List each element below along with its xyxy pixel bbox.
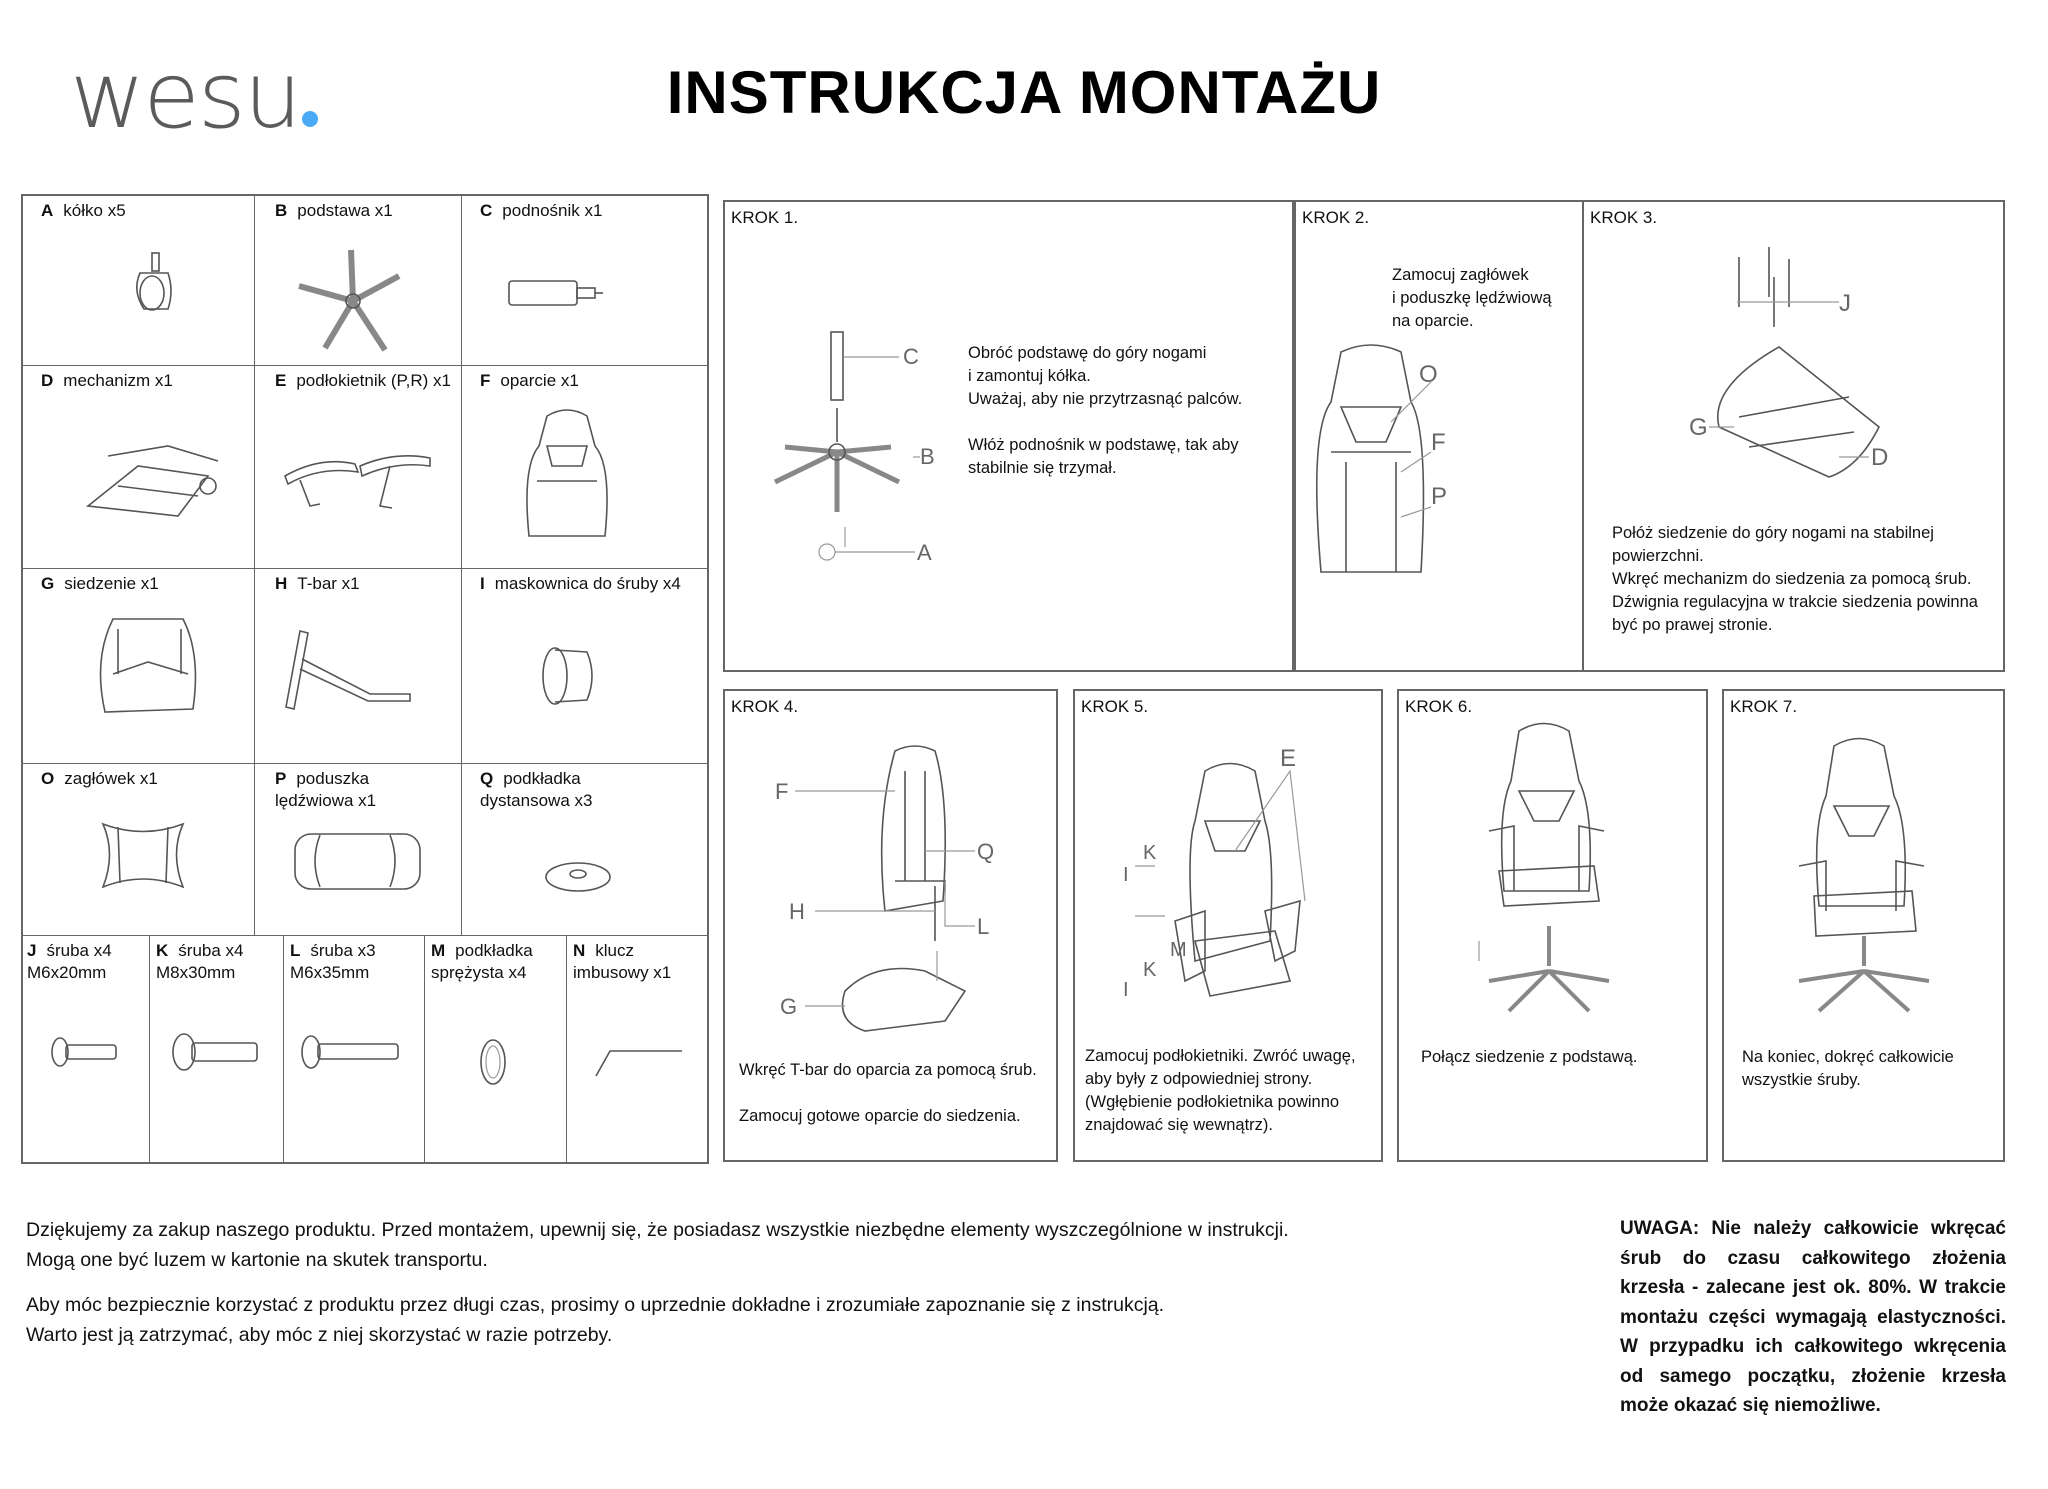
screw-icon — [48, 1036, 128, 1076]
step-title: KROK 6. — [1405, 697, 1473, 716]
callout-l: L — [977, 914, 990, 939]
part-letter: H — [275, 574, 288, 593]
part-cell-f — [462, 366, 709, 569]
step-6-chair-base-illustration — [1449, 721, 1669, 1041]
part-letter: M — [431, 941, 446, 960]
callout-b: B — [920, 444, 935, 469]
part-name: klucz imbusowy x1 — [573, 941, 672, 982]
step-title: KROK 2. — [1302, 208, 1370, 227]
part-letter: C — [480, 201, 493, 220]
part-letter: O — [41, 769, 55, 788]
step-title: KROK 7. — [1730, 697, 1798, 716]
part-name: maskownica do śruby x4 — [494, 574, 681, 593]
callout-c: C — [903, 344, 919, 369]
callout-m: M — [1170, 939, 1187, 961]
part-cell-m — [425, 936, 567, 1164]
part-letter: J — [27, 941, 37, 960]
part-name: mechanizm x1 — [63, 371, 173, 390]
part-cell-i — [462, 569, 709, 764]
callout-k-lower: K — [1143, 959, 1157, 981]
parts-table — [21, 194, 709, 1164]
caster-wheel-icon — [128, 251, 188, 321]
part-name: śruba x4 M6x20mm — [27, 941, 112, 982]
part-name: podstawa x1 — [297, 201, 393, 220]
callout-p: P — [1431, 483, 1448, 510]
lumbar-pillow-icon — [290, 829, 430, 899]
part-name: siedzenie x1 — [64, 574, 159, 593]
step-1-panel — [723, 200, 1294, 672]
part-name: śruba x3 M6x35mm — [290, 941, 376, 982]
part-letter: P — [275, 769, 287, 788]
step-title: KROK 5. — [1081, 697, 1149, 716]
brand-name: wesu — [70, 42, 301, 149]
step-text: Zamocuj zagłówek i poduszkę lędźwiową na oparcie. — [1392, 266, 1552, 330]
step-6-panel — [1397, 689, 1708, 1162]
callout-o: O — [1419, 361, 1438, 388]
part-cell-c — [462, 196, 709, 366]
step-2-panel — [1294, 200, 1584, 672]
t-bar-icon — [280, 629, 440, 719]
part-name: oparcie x1 — [500, 371, 579, 390]
part-cell-h — [255, 569, 462, 764]
callout-q: Q — [977, 839, 995, 864]
part-cell-p — [255, 764, 462, 936]
part-cell-e — [255, 366, 462, 569]
part-letter: L — [290, 941, 301, 960]
backrest-icon — [517, 406, 617, 546]
hex-key-icon — [592, 1046, 702, 1086]
part-cell-k — [150, 936, 284, 1164]
part-letter: D — [41, 371, 54, 390]
screw-cap-icon — [537, 644, 607, 714]
step-3-seat-mechanism-illustration — [1679, 247, 1959, 497]
callout-h: H — [789, 899, 805, 924]
step-text: Zamocuj podłokietniki. Zwróć uwagę, aby były z odpowiedniej strony. (Wgłębienie podłokietnika powinno znajdować się wewnątrz). — [1085, 1047, 1356, 1134]
step-2-backrest-illustration — [1301, 342, 1501, 582]
step-title: KROK 4. — [731, 697, 799, 716]
page-title: INSTRUKCJA MONTAŻU — [666, 59, 1382, 126]
part-letter: E — [275, 371, 287, 390]
part-cell-d — [23, 366, 255, 569]
step-7-assembled-chair-illustration — [1764, 736, 1984, 1046]
part-name: zagłówek x1 — [64, 769, 158, 788]
callout-a: A — [917, 540, 932, 565]
part-letter: N — [573, 941, 586, 960]
spring-washer-icon — [477, 1036, 517, 1096]
part-name: podłokietnik (P,R) x1 — [296, 371, 451, 390]
callout-g: G — [1689, 414, 1708, 441]
step-5-armrest-illustration — [1115, 741, 1355, 1021]
callout-e: E — [1280, 745, 1297, 772]
part-cell-q — [462, 764, 709, 936]
part-name: podkładka dystansowa x3 — [480, 769, 593, 810]
star-base-icon — [295, 246, 415, 356]
callout-g: G — [780, 994, 798, 1019]
part-cell-b — [255, 196, 462, 366]
step-text: Połóż siedzenie do góry nogami na stabilnej powierzchni. Wkręć mechanizm do siedzenia za pomocą śrub. Dźwignia regulacyjna w trakcie siedzenia powinna być po prawej stronie. — [1612, 524, 1978, 634]
part-letter: B — [275, 201, 288, 220]
step-4-panel — [723, 689, 1058, 1162]
part-letter: I — [480, 574, 485, 593]
part-cell-j — [23, 936, 150, 1164]
warning-note: UWAGA: Nie należy całkowicie wkręcać śrub do czasu całkowitego złożenia krzesła - zalecane jest ok. 80%. W trakcie montażu części wymagają elastyczności. W przypadku ich całkowitego wkręcenia od samego początku, złożenie krzesła może okazać się niemożliwe. — [1620, 1218, 2006, 1416]
armrest-icon — [280, 436, 440, 526]
step-title: KROK 1. — [731, 208, 799, 227]
part-name: poduszka lędźwiowa x1 — [275, 769, 377, 810]
part-letter: F — [480, 371, 491, 390]
intro-paragraph: Dziękujemy za zakup naszego produktu. Przed montażem, upewnij się, że posiadasz wszystkie niezbędne elementy wyszczególnione w instrukcji. Mogą one być luzem w kartonie na skutek transportu. — [26, 1219, 1289, 1271]
part-name: śruba x4 M8x30mm — [156, 941, 244, 982]
step-4-tbar-illustration — [775, 741, 1035, 1041]
step-title: KROK 3. — [1590, 208, 1658, 227]
part-name: T-bar x1 — [297, 574, 360, 593]
seat-icon — [93, 614, 203, 724]
step-7-panel — [1722, 689, 2005, 1162]
part-name: podkładka sprężysta x4 — [431, 941, 533, 982]
care-paragraph: Aby móc bezpiecznie korzystać z produktu przez długi czas, prosimy o uprzednie dokładne i zrozumiałe zapoznanie się z instrukcją. Warto jest ją zatrzymać, aby móc z niej skorzystać w razie potrzeby. — [26, 1294, 1165, 1346]
step-text: Wkręć T-bar do oparcia za pomocą śrub. Zamocuj gotowe oparcie do siedzenia. — [739, 1061, 1037, 1125]
headrest-pillow-icon — [98, 819, 188, 899]
step-text: Na koniec, dokręć całkowicie wszystkie śruby. — [1742, 1048, 1954, 1089]
step-5-panel — [1073, 689, 1383, 1162]
part-letter: Q — [480, 769, 494, 788]
callout-f: F — [775, 779, 789, 804]
step-text: Obróć podstawę do góry nogami i zamontuj kółka. Uważaj, aby nie przytrzasnąć palców. Włóż podnośnik w podstawę, tak aby stabilnie się trzymał. — [968, 344, 1243, 477]
callout-i: I — [1123, 864, 1129, 886]
callout-d: D — [1871, 444, 1889, 471]
part-name: kółko x5 — [63, 201, 126, 220]
mechanism-icon — [78, 426, 228, 526]
part-cell-n — [567, 936, 709, 1164]
part-cell-g — [23, 569, 255, 764]
callout-j: J — [1839, 290, 1851, 317]
part-name: podnośnik x1 — [502, 201, 603, 220]
part-letter: A — [41, 201, 54, 220]
spacer-washer-icon — [542, 859, 622, 899]
callout-i-lower: I — [1123, 979, 1129, 1001]
step-text: Połącz siedzenie z podstawą. — [1421, 1048, 1638, 1066]
part-cell-l — [284, 936, 425, 1164]
part-cell-o — [23, 764, 255, 936]
screw-icon — [299, 1034, 409, 1074]
callout-k: K — [1143, 842, 1157, 864]
step-1-base-illustration — [765, 312, 965, 572]
part-letter: K — [156, 941, 169, 960]
screw-icon — [170, 1032, 270, 1076]
gas-lift-icon — [507, 276, 617, 316]
step-3-panel — [1582, 200, 2005, 672]
part-letter: G — [41, 574, 55, 593]
callout-f: F — [1431, 429, 1446, 456]
part-cell-a — [23, 196, 255, 366]
